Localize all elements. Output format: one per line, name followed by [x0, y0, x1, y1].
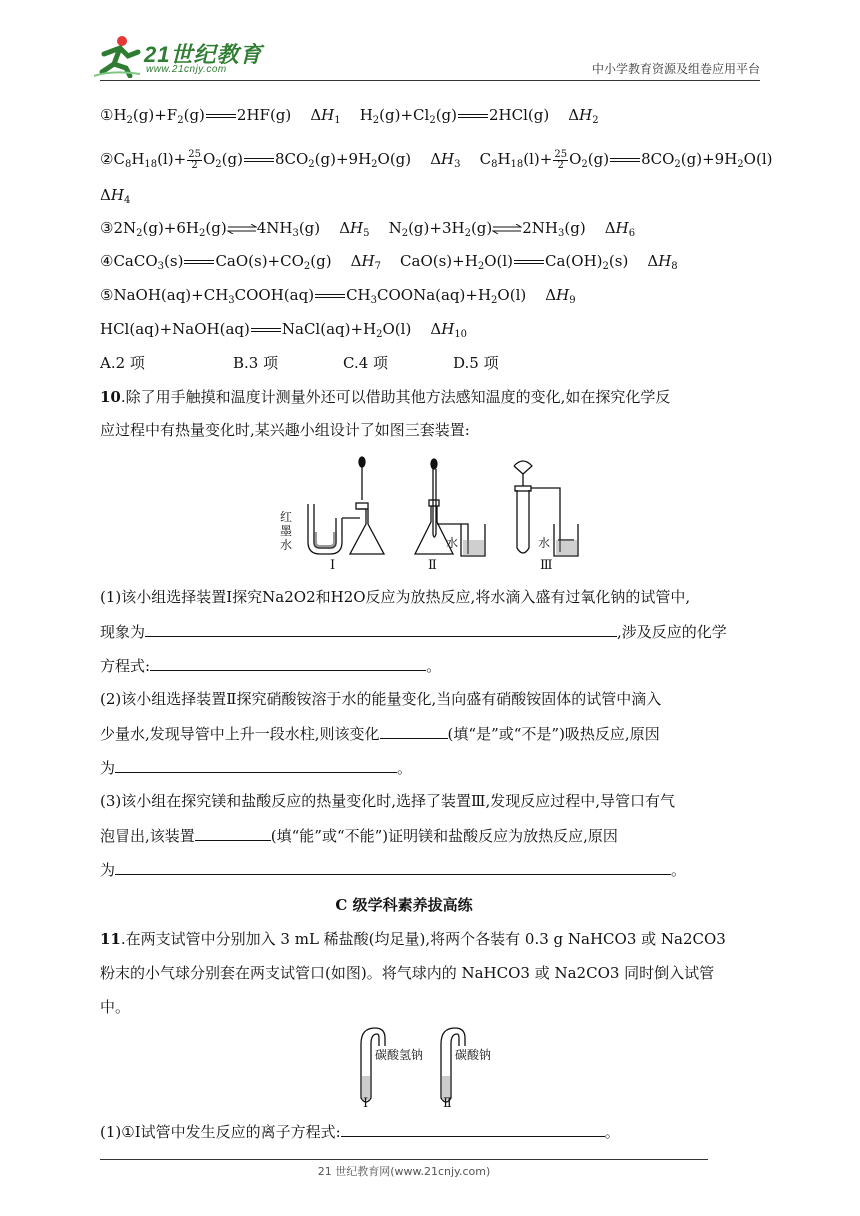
q11-line-1: 11.在两支试管中分别加入 3 mL 稀盐酸(均足量),将两个各装有 0.3 g NaHCO3 或 Na2CO3 [100, 930, 726, 948]
q9-item-2-dh4: $\Delta H_4$ [100, 186, 131, 206]
device-1-label: I [330, 558, 336, 573]
answer-blank[interactable] [115, 858, 671, 875]
q9-item-3: $③2N_2(g)+6H_2(g)$ $4NH_3(g)$ $\Delta H_5$ $N_2(g)+3H_2(g)$ $2NH_3(g)$ $\Delta H_6$ [100, 219, 636, 239]
tube-2-label: Ⅱ [443, 1096, 452, 1111]
logo-url: www.21cnjy.com [146, 64, 227, 75]
answer-blank[interactable] [195, 824, 271, 841]
answer-blank[interactable] [380, 722, 448, 739]
q10-part3-line3: 为 。 [100, 858, 686, 881]
q10-part3-line1: (3)该小组在探究镁和盐酸反应的热量变化时,选择了装置Ⅲ,发现反应过程中,导管口有气 [100, 792, 676, 810]
platform-title: 中小学教育资源及组卷应用平台 [591, 62, 760, 76]
q9-item-4: ④CaCO$_3$(s) $CaO(s)+CO_2(g)$ $\Delta H_7$ $CaO(s)+H_2O(l)$ $Ca(OH)_2(s)$ $\Delta H_8$ [100, 252, 678, 272]
q11-test-tube-figure [355, 1024, 515, 1114]
section-heading: C 级学科素养拔高练 [335, 896, 473, 914]
option-a: A.2 项 [100, 354, 145, 372]
option-b: B.3 项 [233, 354, 279, 372]
q9-item-2: $②C_8H_{18}(l)+$ $\frac{25}{2}$ $O_2(g)$ $8CO_2(g)+9H_2O(g)$ $\Delta H_3$ $C_8H_{18}(l)+$ $\frac{25}{2}$ $O_2(g)$ $8CO_2(g)+9H_2O(l)$ [100, 148, 773, 171]
sodium-bicarbonate-label: 碳酸氢钠 [375, 1048, 424, 1062]
logo-text: 21世纪教育 [144, 42, 263, 67]
header-divider [100, 80, 760, 81]
answer-blank[interactable] [150, 654, 426, 671]
q10-part3-line2: 泡冒出,该装置 (填“能”或“不能”)证明镁和盐酸反应为放热反应,原因 [100, 824, 618, 847]
q10-stem-1: 10.除了用手触摸和温度计测量外还可以借助其他方法感知温度的变化,如在探究化学反 [100, 388, 671, 406]
water-label-2: 水 [446, 536, 459, 550]
device-3-label: Ⅲ [540, 558, 553, 573]
page-footer: 21 世纪教育网(www.21cnjy.com) [317, 1165, 491, 1178]
sodium-carbonate-label: 碳酸钠 [455, 1048, 492, 1062]
q10-part2-line1: (2)该小组选择装置Ⅱ探究硝酸铵溶于水的能量变化,当向盛有硝酸铵固体的试管中滴入 [100, 690, 662, 708]
q10-apparatus-figure [278, 454, 608, 574]
runner-logo-icon [92, 34, 142, 78]
q11-line-3: 中。 [100, 998, 131, 1016]
apparatus-drawing [278, 454, 608, 574]
site-logo [92, 34, 282, 80]
test-tube-drawing [355, 1024, 515, 1114]
q10-part1-line1: (1)该小组选择装置Ⅰ探究Na2O2和H2O反应为放热反应,将水滴入盛有过氧化钠的试管中, [100, 588, 691, 606]
q10-stem-2: 应过程中有热量变化时,某兴趣小组设计了如图三套装置: [100, 421, 470, 439]
q10-part1-line3: 方程式: 。 [100, 654, 441, 677]
q9-options [100, 352, 499, 374]
q9-item-5: $⑤NaOH(aq)+CH_3COOH(aq)$ $CH_3COONa(aq)+H_2O(l)$ $\Delta H_9$ [100, 286, 576, 306]
water-label-3: 水 [538, 536, 551, 550]
q11-line-2: 粉末的小气球分别套在两支试管口(如图)。将气球内的 NaHCO3 或 Na2CO3 同时倒入试管 [100, 964, 715, 982]
device-2-label: Ⅱ [428, 558, 437, 573]
tube-1-label: I [363, 1096, 369, 1111]
option-d: D.5 项 [453, 354, 499, 372]
page-header [0, 0, 860, 82]
answer-blank[interactable] [145, 620, 617, 637]
footer-divider [100, 1159, 708, 1160]
q10-part2-line2: 少量水,发现导管中上升一段水柱,则该变化 (填“是”或“不是”)吸热反应,原因 [100, 722, 660, 745]
option-c: C.4 项 [343, 354, 389, 372]
q10-part1-line2: 现象为 ,涉及反应的化学 [100, 620, 727, 643]
q9-item-5b: HCl(aq)+NaOH(aq) $NaCl(aq)+H_2O(l)$ $\Delta H_{10}$ [100, 320, 468, 340]
q11-part1: (1)①Ⅰ试管中发生反应的离子方程式: 。 [100, 1120, 620, 1143]
q10-part2-line3: 为 。 [100, 756, 412, 779]
answer-blank[interactable] [115, 756, 397, 773]
q9-item-1: $①H_2(g)+F_2(g)$ 2HF(g) $\Delta H_1$ $H_2(g)+Cl_2(g)$ 2HCl(g) $\Delta H_2$ [100, 106, 599, 126]
red-ink-label: 红墨水 [280, 510, 293, 552]
answer-blank[interactable] [341, 1120, 605, 1137]
